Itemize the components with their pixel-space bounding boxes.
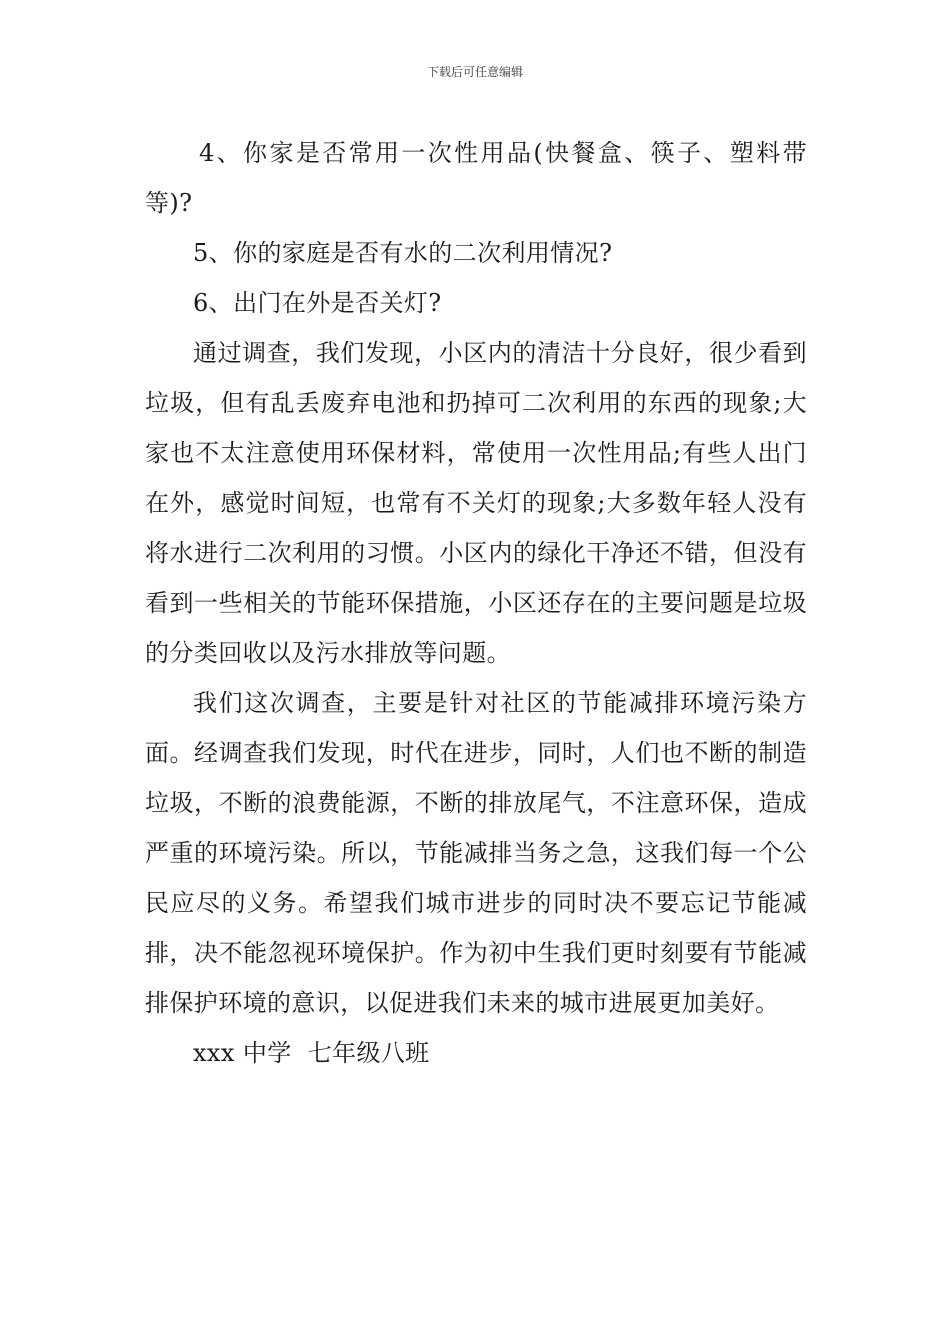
document-body xyxy=(145,128,807,1078)
survey-question: 6、出门在外是否关灯? xyxy=(193,289,442,317)
findings-paragraph: 通过调查，我们发现，小区内的清洁十分良好，很少看到垃圾，但有乱丢废弃电池和扔掉可二次利用的东西的现象;大家也不太注意使用环保材料，常使用一次性用品;有些人出门在外，感觉时间短，也常有不关灯的现象;大多数年轻人没有将水进行二次利用的习惯。小区内的绿化干净还不错，但没有看到一些相关的节能环保措施，小区还存在的主要问题是垃圾的分类回收以及污水排放等问题。 xyxy=(145,339,807,667)
conclusion-paragraph: 我们这次调查，主要是针对社区的节能减排环境污染方面。经调查我们发现，时代在进步，同时，人们也不断的制造垃圾，不断的浪费能源，不断的排放尾气，不注意环保，造成严重的环境污染。所以，节能减排当务之急，这我们每一个公民应尽的义务。希望我们城市进步的同时决不要忘记节能减排，决不能忽视环境保护。作为初中生我们更时刻要有节能减排保护环境的意识，以促进我们未来的城市进展更加美好。 xyxy=(145,689,807,1017)
page-header xyxy=(0,64,950,80)
signature: xxx 中学 七年级八班 xyxy=(193,1039,430,1067)
survey-question: 5、你的家庭是否有水的二次利用情况? xyxy=(193,239,613,267)
header-text: 下载后可任意编辑 xyxy=(426,65,523,79)
survey-question: 4、你家是否常用一次性用品(快餐盒、筷子、塑料带等)? xyxy=(145,139,807,217)
